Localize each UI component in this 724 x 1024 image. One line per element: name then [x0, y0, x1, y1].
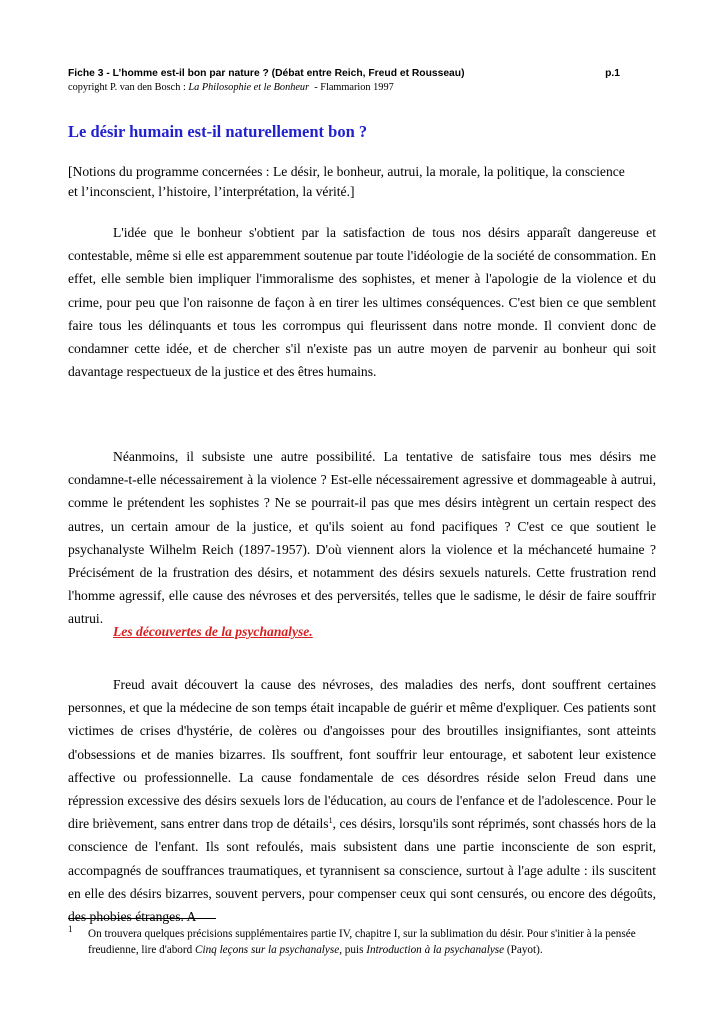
publisher-suffix: - Flammarion 1997 — [309, 82, 394, 93]
book-title: La Philosophie et le Bonheur — [188, 82, 310, 93]
footnote-book-1: Cinq leçons sur la psychanalyse — [195, 944, 340, 956]
paragraph-freud-part1: Freud avait découvert la cause des névroses, des maladies des nerfs, dont souffrent certaines personnes, et que la médecine de son temps était incapable de guérir et même d'expliquer. Ces patients sont victimes de crises d'hystérie, de colères ou d'angoisses pour des broutilles insignifiantes, sont atteints d'obsessions et de manies bizarres. Ils souffrent, font souffrir leur entourage, et sabotent leur existence affective ou professionnelle. La cause fondamentale de ces désordres réside selon Freud dans une répression excessive des désirs sexuels lors de l'éducation, au cours de l'enfance et de l'adolescence. Pour le dire brièvement, sans entrer dans trop de détails — [68, 677, 656, 832]
section-subtitle: Les découvertes de la psychanalyse. — [113, 624, 313, 639]
paragraph-freud — [68, 673, 656, 928]
footnote-text — [88, 926, 660, 958]
footnote-book-2: Introduction à la psychanalyse — [366, 944, 505, 956]
footnote-text-part1: On trouvera quelques précisions supplémentaires partie IV, chapitre I, sur la sublimation du désir. Pour s'initier à la pensée freudienne, lire d'abord — [88, 928, 636, 956]
copyright-prefix: copyright P. van den Bosch : — [68, 82, 189, 93]
footnote-divider — [68, 918, 216, 919]
copyright-line — [68, 82, 394, 93]
paragraph-freud-part2: , ces désirs, lorsqu'ils sont réprimés, sont chassés hors de la conscience de l'enfant. Ils sont refoulés, mais subsistent dans une partie inconsciente de son esprit, accompagnés de souffrances traumatiques, et tyrannisent sa conscience, surtout à l'age adulte : ils suscitent en elle des désirs bizarres, souvent pervers, pour compenser ceux qui sont censurés, ou encore des dégoûts, des phobies étranges. A — [68, 816, 657, 925]
document-title: Le désir humain est-il naturellement bon ? — [68, 122, 368, 141]
notions-paragraph: [Notions du programme concernées : Le désir, le bonheur, autrui, la morale, la politique, la conscience et l’inconscient, l’histoire, l’interprétation, la vérité.] — [68, 164, 625, 199]
paragraph-reich: Néanmoins, il subsiste une autre possibilité. La tentative de satisfaire tous mes désirs me condamne-t-elle nécessairement à la violence ? Est-elle nécessairement agressive et dommageable à autrui, comme le prétendent les sophistes ? Ne se pourrait-il pas que mes désirs intègrent un certain respect des autres, un certain amour de la justice, et qu'ils soient au fond pacifiques ? C'est ce que soutient le psychanalyste Wilhelm Reich (1897-1957). D'où viennent alors la violence et la méchanceté humaine ? Précisément de la frustration des désirs, et notamment des désirs sexuels naturels. Cette frustration rend l'homme agressif, elle cause des névroses et des perversités, telles que le sadisme, le désir de faire souffrir autrui. — [68, 449, 656, 627]
page-number: p.1 — [605, 68, 620, 79]
footnote-text-part2: , puis — [339, 944, 367, 956]
footnote-text-part3: (Payot). — [504, 944, 543, 956]
footnote-marker: 1 — [68, 924, 73, 934]
fiche-title: Fiche 3 - L’homme est-il bon par nature ? (Débat entre Reich, Freud et Rousseau) — [68, 68, 465, 79]
paragraph-intro: L'idée que le bonheur s'obtient par la satisfaction de tous nos désirs apparaît dangereuse et contestable, même si elle est apparemment soutenue par toute l'idéologie de la société de consommation. En effet, elle semble bien impliquer l'immoralisme des sophistes, et mener à l'apologie de la violence et du crime, pour peu que l'on raisonne de façon à en tirer les ultimes conséquences. C'est bien ce que semblent faire tous les délinquants et tous les corrompus qui fleurissent dans notre monde. Il convient donc de condamner cette idée, et de chercher s'il n'existe pas un autre moyen de parvenir au bonheur qui soit davantage respectueux de la justice et des êtres humains. — [68, 225, 656, 380]
page-header — [68, 68, 620, 79]
footnote-reference[interactable]: 1 — [328, 816, 333, 826]
